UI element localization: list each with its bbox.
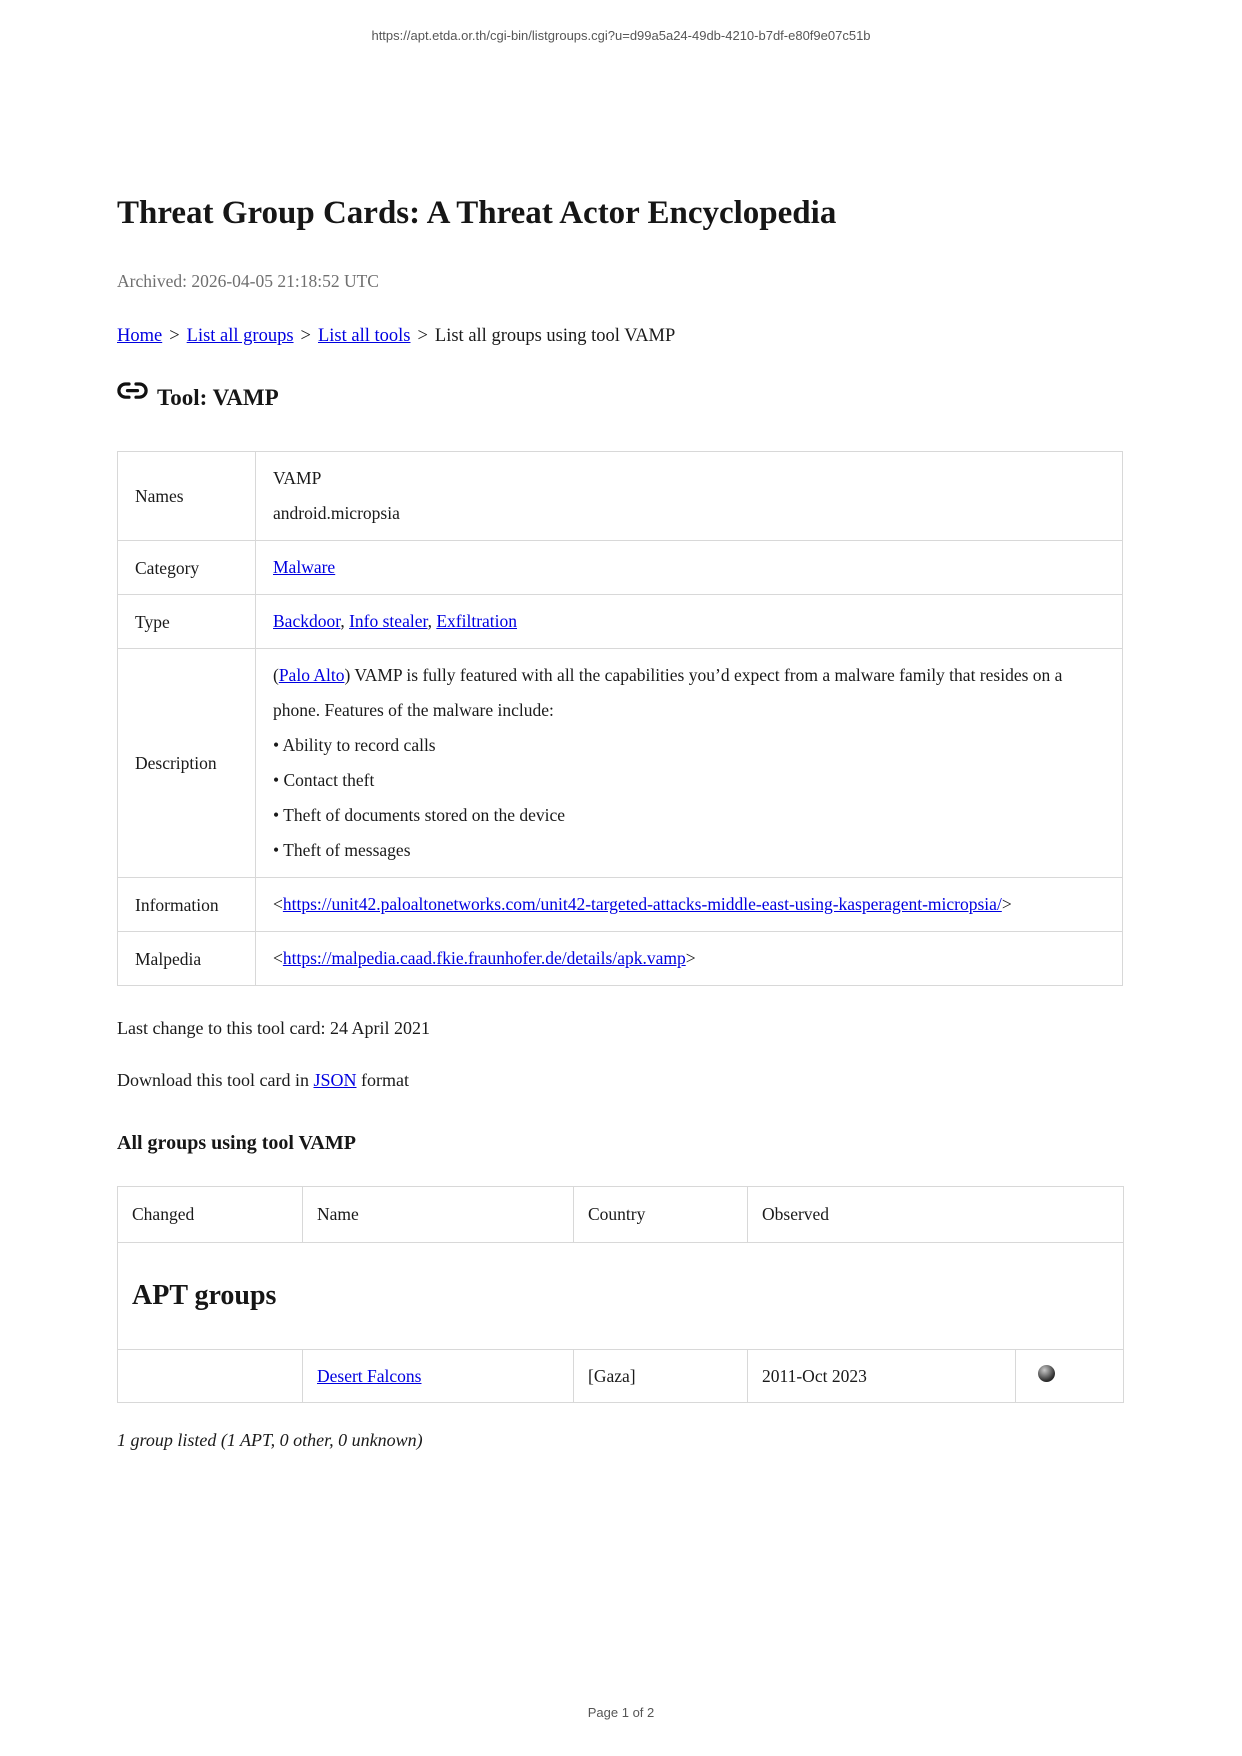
type-backdoor-link[interactable]: Backdoor	[273, 611, 341, 632]
apt-groups-section-row	[118, 1243, 1124, 1350]
type-separator: ,	[340, 611, 350, 632]
description-bullet: • Theft of documents stored on the device	[273, 805, 566, 826]
description-cell	[256, 649, 1123, 878]
group-changed-cell	[118, 1350, 303, 1403]
tool-heading-label: Tool: VAMP	[157, 385, 279, 411]
json-download-link[interactable]: JSON	[313, 1070, 357, 1091]
tool-heading	[117, 385, 1123, 411]
group-observed-cell: 2011-Oct 2023	[748, 1350, 1016, 1403]
angle-bracket-close: >	[685, 948, 696, 969]
page-content	[117, 193, 1123, 1451]
breadcrumb-list-all-tools-link[interactable]: List all tools	[317, 326, 411, 347]
dark-sphere-icon	[1038, 1365, 1055, 1382]
row-label-information: Information	[118, 878, 256, 932]
angle-bracket-open: <	[273, 948, 283, 969]
groups-section-title: All groups using tool VAMP	[117, 1132, 356, 1155]
column-header-changed: Changed	[118, 1187, 303, 1243]
row-label-type: Type	[118, 595, 256, 649]
apt-groups-section-cell	[118, 1243, 1124, 1350]
description-prefix: (	[273, 665, 279, 686]
category-cell	[256, 541, 1123, 595]
palo-alto-link[interactable]: Palo Alto	[278, 665, 345, 686]
tool-name: VAMP	[273, 468, 322, 489]
download-prefix: Download this tool card in	[117, 1070, 314, 1091]
breadcrumb-current-page: List all groups using tool VAMP	[434, 326, 676, 347]
malpedia-cell	[256, 932, 1123, 986]
print-footer-page-number: Page 1 of 2	[587, 1705, 655, 1720]
group-name-cell	[303, 1350, 574, 1403]
information-cell	[256, 878, 1123, 932]
breadcrumb-home-link[interactable]: Home	[117, 326, 163, 347]
type-separator: ,	[427, 611, 437, 632]
groups-table	[117, 1186, 1124, 1403]
column-header-country: Country	[574, 1187, 748, 1243]
download-suffix: format	[356, 1070, 409, 1091]
group-icon-cell	[1016, 1350, 1124, 1403]
group-desert-falcons-link[interactable]: Desert Falcons	[317, 1365, 422, 1386]
information-unit42-link[interactable]: https://unit42.paloaltonetworks.com/unit42-targeted-attacks-middle-east-using-kasperagent-micropsia/	[282, 894, 1002, 915]
print-header-url: https://apt.etda.or.th/cgi-bin/listgroups.cgi?u=d99a5a24-49db-4210-b7df-e80f9e07c51b	[371, 28, 871, 43]
archived-timestamp: Archived: 2026-04-05 21:18:52 UTC	[117, 271, 379, 292]
breadcrumb-separator: >	[417, 326, 428, 347]
apt-groups-section-heading: APT groups	[132, 1280, 277, 1312]
tool-row-category	[118, 541, 1123, 595]
tool-row-malpedia	[118, 932, 1123, 986]
group-row	[118, 1350, 1124, 1403]
download-note	[117, 1070, 1123, 1091]
breadcrumb-list-all-groups-link[interactable]: List all groups	[186, 326, 294, 347]
tool-row-information	[118, 878, 1123, 932]
tool-card-table	[117, 451, 1123, 986]
angle-bracket-open: <	[273, 894, 283, 915]
type-exfiltration-link[interactable]: Exfiltration	[436, 611, 518, 632]
tool-row-names	[118, 452, 1123, 541]
description-text: ) VAMP is fully featured with all the capabilities you’d expect from a malware family that resides on a phone. Features of the malware include:	[273, 665, 1063, 721]
groups-header-row	[118, 1187, 1124, 1243]
description-bullet: • Contact theft	[273, 770, 375, 791]
description-bullet: • Ability to record calls	[273, 735, 436, 756]
type-cell	[256, 595, 1123, 649]
tool-alias: android.micropsia	[273, 503, 400, 524]
last-change-note: Last change to this tool card: 24 April 2021	[117, 1018, 430, 1039]
row-label-names: Names	[118, 452, 256, 541]
breadcrumb-separator: >	[169, 326, 180, 347]
groups-count-summary: 1 group listed (1 APT, 0 other, 0 unknown)	[117, 1430, 423, 1451]
page-title: Threat Group Cards: A Threat Actor Encyclopedia	[117, 195, 837, 231]
column-header-observed: Observed	[748, 1187, 1124, 1243]
category-malware-link[interactable]: Malware	[273, 557, 336, 578]
column-header-name: Name	[303, 1187, 574, 1243]
breadcrumb	[117, 326, 1123, 347]
row-label-malpedia: Malpedia	[118, 932, 256, 986]
angle-bracket-close: >	[1001, 894, 1012, 915]
description-bullet: • Theft of messages	[273, 840, 411, 861]
tool-row-type	[118, 595, 1123, 649]
names-cell	[256, 452, 1123, 541]
row-label-description: Description	[118, 649, 256, 878]
type-info-stealer-link[interactable]: Info stealer	[349, 611, 428, 632]
row-label-category: Category	[118, 541, 256, 595]
link-chain-icon	[117, 380, 148, 406]
description-paragraph	[273, 658, 1105, 728]
tool-row-description	[118, 649, 1123, 878]
breadcrumb-separator: >	[300, 326, 311, 347]
group-country-cell: [Gaza]	[574, 1350, 748, 1403]
malpedia-link[interactable]: https://malpedia.caad.fkie.fraunhofer.de/details/apk.vamp	[282, 948, 686, 969]
